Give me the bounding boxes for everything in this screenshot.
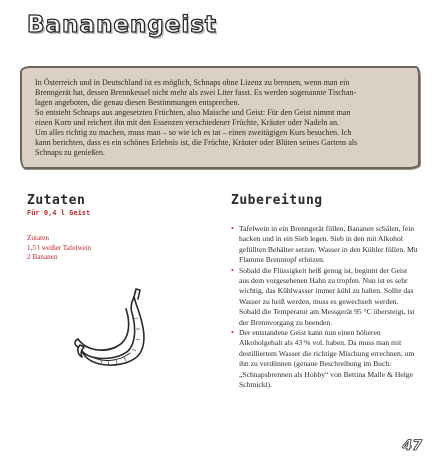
step-text: Tafelwein in ein Brenngerät füllen, Bananen schälen, fein hacken und in ein Sieb legen. Sieb in den mit Alkohol gefüllten Behälter setzen. Wasser in den Kühler füllen. Mit Flamme Brenntopf erhitzen.	[239, 224, 418, 265]
intro-box	[20, 66, 420, 169]
page-title: Bananengeist	[27, 12, 217, 38]
step-item	[231, 266, 419, 328]
bullet-icon: •	[231, 224, 234, 233]
intro-line: So entsteht Schnaps aus angesetzten Früchten, also Maische und Geist: Für den Geist nimmt man	[35, 108, 351, 117]
intro-line: Brenngerät hat, dessen Brennkessel nicht mehr als zwei Liter fasst. Es werden sogenannte Tischan-	[35, 88, 357, 97]
ingredient-item: 1,5 l weißer Tafelwein	[27, 243, 92, 252]
intro-line: Schnaps zu genießen.	[35, 148, 105, 157]
page-number: 47	[402, 438, 422, 454]
banana-icon	[70, 283, 160, 373]
ingredients-heading: Zutaten	[27, 193, 86, 208]
bullet-icon: •	[231, 265, 234, 275]
preparation-section	[231, 193, 419, 391]
preparation-heading: Zubereitung	[231, 193, 323, 208]
intro-line: kann berichten, dass es ein schönes Erlebnis ist, die Früchte, Kräuter oder Blüten seines Gartens als	[35, 138, 358, 147]
intro-line: einen Korn und reichert ihn mit den Essenzen verschiedener Früchte, Kräuter oder Nadeln an.	[35, 118, 340, 127]
ingredients-list-title: Zutaten	[27, 234, 49, 242]
intro-line: Um alles richtig zu machen, muss man – so wie ich es tat – einen zweitägigen Kurs besuchen. Ich	[35, 128, 352, 137]
ingredients-section	[27, 193, 197, 263]
bullet-icon: •	[231, 328, 234, 338]
step-text: Sobald die Flüssigkeit heiß genug ist, beginnt der Geist aus dem vorgesehenen Hahn zu tropfen. Nun ist es sehr wichtig, das Kühlwasser immer kühl zu halten. Sollte das Wasser zu heiß werden, muss es gewechselt werden. Sobald die Temperatur am Messgerät 95 °C übersteigt, ist der Brennvorgang zu beenden.	[239, 265, 415, 327]
title-block	[27, 12, 217, 38]
ingredient-item: 2 Bananen	[27, 253, 58, 261]
intro-line: lagen angeboten, die genau diesen Bestimmungen entsprechen.	[35, 98, 240, 107]
intro-line: In Österreich und in Deutschland ist es möglich, Schnaps ohne Lizenz zu brennen, wenn man ein	[35, 78, 350, 87]
step-item	[231, 224, 419, 266]
ingredients-list	[27, 234, 197, 263]
serving-size: Für 0,4 l Geist	[27, 209, 91, 217]
preparation-steps	[231, 224, 419, 391]
step-text: Der entstandene Geist kann nun einen höheren Alkoholgehalt als 43 % vol. haben. Da muss man mit destilliertem Wasser die richtige Mischung errechnen, um ihn zu verdünnen (genaue Beschreibung im Buch: „Schnapsbrennen als Hobby“ von Bettina Malle & Helge Schmickl).	[239, 328, 415, 390]
step-item	[231, 328, 419, 390]
